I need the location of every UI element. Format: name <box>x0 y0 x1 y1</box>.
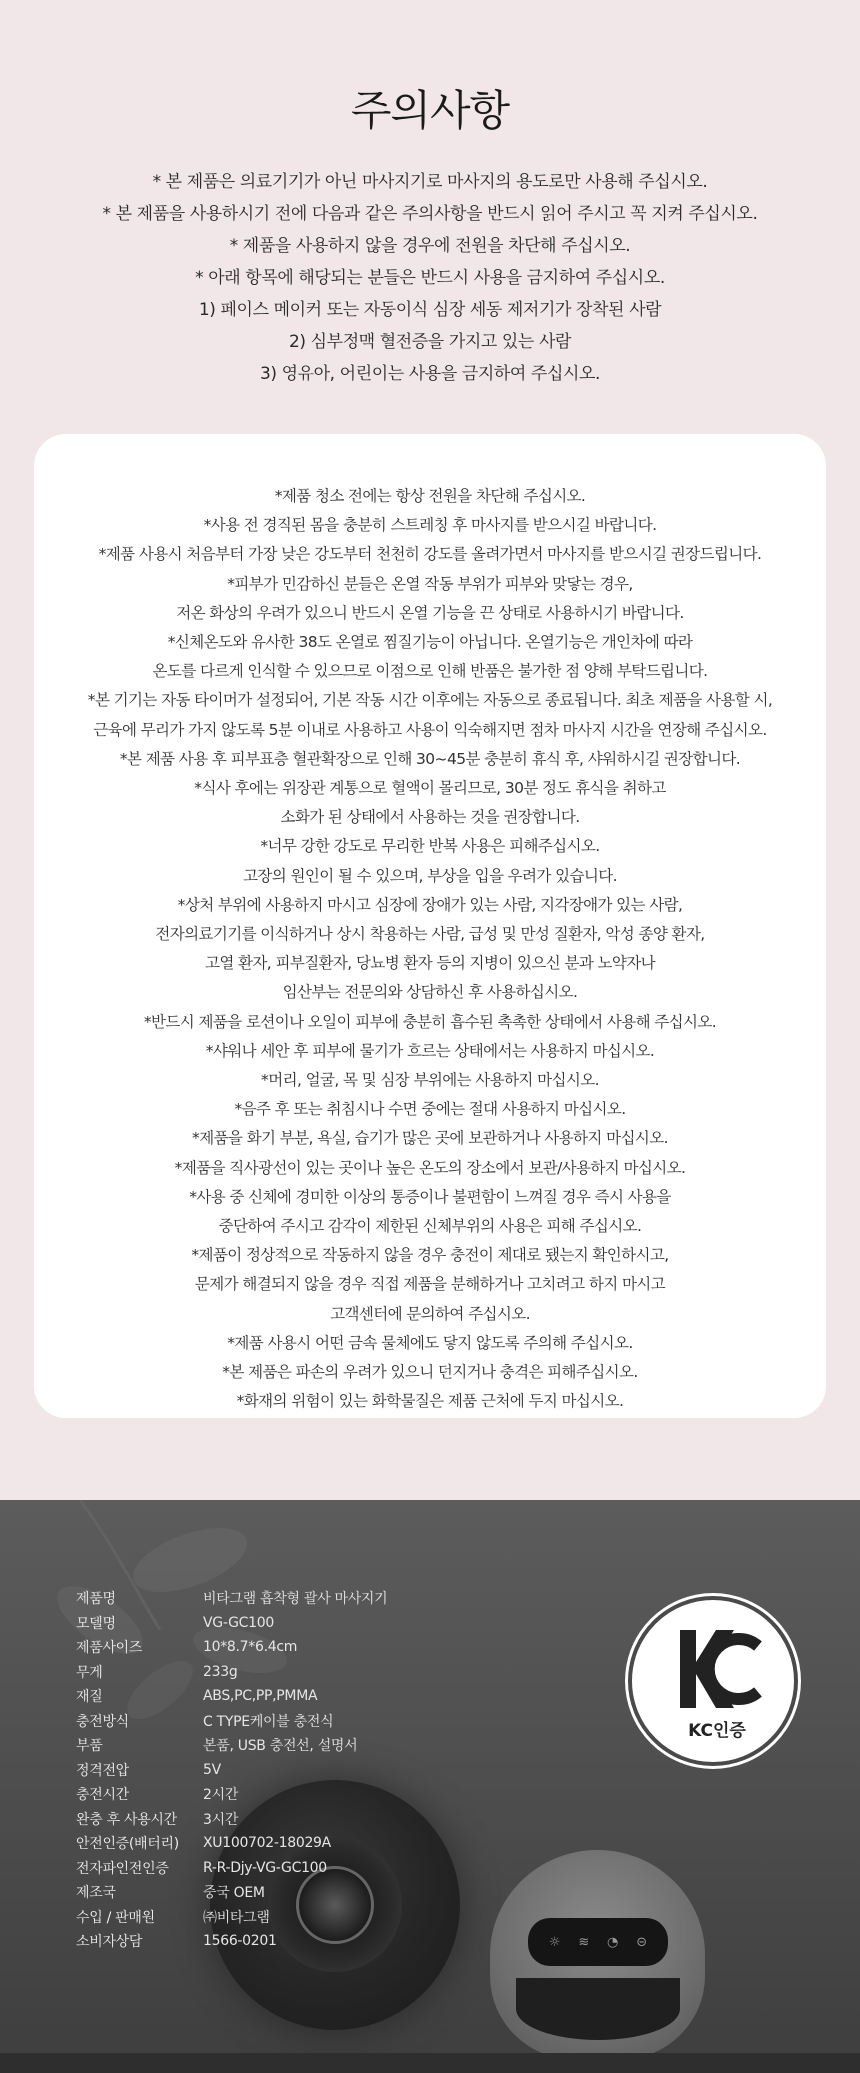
note-line: *너무 강한 강도로 무리한 반복 사용은 피해주십시오. <box>260 837 600 856</box>
note-line: *제품을 화기 부분, 욕실, 습기가 많은 곳에 보관하거나 사용하지 마십시오. <box>192 1129 668 1148</box>
spec-value: ㈜비타그램 <box>203 1909 270 1926</box>
note-line: *피부가 민감하신 분들은 온열 작동 부위가 피부와 맞닿는 경우, <box>227 574 633 593</box>
note-line: 고장의 원인이 될 수 있으며, 부상을 입을 우려가 있습니다. <box>243 866 617 885</box>
note-line: *음주 후 또는 취침시나 수면 중에는 절대 사용하지 마십시오. <box>234 1100 626 1119</box>
note-line: 임산부는 전문의와 상담하신 후 사용하십시오. <box>282 983 578 1002</box>
note-line: 전자의료기기를 이식하거나 상시 착용하는 사람, 급성 및 만성 질환자, 악성 종양 환자, <box>155 925 705 944</box>
note-line: 문제가 해결되지 않을 경우 직접 제품을 분해하거나 고치려고 하지 마시고 <box>194 1275 666 1294</box>
kc-label: KC인증 <box>688 1721 746 1741</box>
spec-row <box>76 1905 387 1930</box>
spec-row <box>76 1856 387 1881</box>
note-line: *본 제품은 파손의 우려가 있으니 던지거나 충격은 피해주십시오. <box>222 1363 638 1382</box>
mode-icon: ◔ <box>607 1934 619 1950</box>
spec-row <box>76 1733 387 1758</box>
warning-item: * 제품을 사용하지 않을 경우에 전원을 차단해 주십시오. <box>229 236 631 256</box>
note-line: 중단하여 주시고 감각이 제한된 신체부위의 사용은 피해 주십시오. <box>218 1217 642 1236</box>
device-image-front <box>490 1850 705 2060</box>
spec-value: 중국 OEM <box>203 1885 265 1902</box>
spec-value: 본품, USB 충전선, 설명서 <box>203 1738 358 1755</box>
spec-label: 충전시간 <box>76 1787 129 1804</box>
spec-label: 안전인증(배터리) <box>76 1836 179 1853</box>
spec-label: 충전방식 <box>76 1713 129 1730</box>
warning-list <box>40 166 820 390</box>
spec-row <box>76 1635 387 1660</box>
warning-item: 3) 영유아, 어린이는 사용을 금지하여 주십시오. <box>259 364 601 384</box>
note-line: *머리, 얼굴, 목 및 심장 부위에는 사용하지 마십시오. <box>261 1071 599 1090</box>
spec-row <box>76 1880 387 1905</box>
spec-table <box>76 1586 387 1954</box>
note-line: *제품 청소 전에는 항상 전원을 차단해 주십시오. <box>274 487 586 505</box>
note-line: *사용 전 경직된 몸을 충분히 스트레칭 후 마사지를 받으시길 바랍니다. <box>203 516 657 535</box>
device-control-panel <box>528 1918 668 1966</box>
note-line: *반드시 제품을 로션이나 오일이 피부에 충분히 흡수된 촉촉한 상태에서 사용해 주십시오. <box>143 1012 717 1031</box>
spec-row <box>76 1586 387 1611</box>
product-spec-section <box>0 1500 860 2073</box>
spec-value: 2시간 <box>203 1787 239 1804</box>
spec-label: 부품 <box>76 1738 103 1755</box>
spec-row <box>76 1831 387 1856</box>
device-base <box>516 1978 680 2040</box>
spec-row <box>76 1758 387 1783</box>
note-line: *제품 사용시 어떤 금속 물체에도 닿지 않도록 주의해 주십시오. <box>227 1333 633 1352</box>
note-line: *샤워나 세안 후 피부에 물기가 흐르는 상태에서는 사용하지 마십시오. <box>205 1041 655 1060</box>
footer-strip <box>0 2053 860 2073</box>
note-line: *상처 부위에 사용하지 마시고 심장에 장애가 있는 사람, 지각장애가 있는 사람, <box>177 895 683 914</box>
note-line: 온도를 다르게 인식할 수 있으므로 이점으로 인해 반품은 불가한 점 양해 부탁드립니다. <box>152 662 708 681</box>
spec-value: C TYPE케이블 충전식 <box>203 1713 334 1730</box>
spec-label: 제품명 <box>76 1591 116 1608</box>
spec-label: 무게 <box>76 1664 103 1681</box>
note-line: *제품 사용시 처음부터 가장 낮은 강도부터 천천히 강도를 올려가면서 마사지를 받으시길 권장드립니다. <box>98 545 762 564</box>
kc-mark-icon <box>672 1624 762 1714</box>
spec-row <box>76 1611 387 1636</box>
note-line: 고객센터에 문의하여 주십시오. <box>330 1304 530 1323</box>
spec-label: 제조국 <box>76 1885 116 1902</box>
spec-value: 3시간 <box>203 1811 239 1828</box>
note-line: 근육에 무리가 가지 않도록 5분 이내로 사용하고 사용이 익숙해지면 점차 마사지 시간을 연장해 주십시오. <box>93 720 767 739</box>
notes-card <box>34 434 826 1418</box>
spec-value: VG-GC100 <box>203 1614 274 1631</box>
note-line: *제품을 직사광선이 있는 곳이나 높은 온도의 장소에서 보관/사용하지 마십시오. <box>174 1158 686 1177</box>
spec-row <box>76 1660 387 1685</box>
spec-label: 전자파인전인증 <box>76 1860 169 1877</box>
note-line: *본 기기는 자동 타이머가 설정되어, 기본 작동 시간 이후에는 자동으로 종료됩니다. 최초 제품을 사용할 시, <box>87 691 773 710</box>
spec-label: 소비자상담 <box>76 1934 143 1951</box>
spec-row <box>76 1709 387 1734</box>
heat-icon: ≋ <box>578 1934 590 1950</box>
spec-value: 10*8.7*6.4cm <box>203 1639 298 1656</box>
spec-value: 1566-0201 <box>203 1933 277 1950</box>
spec-label: 정격전압 <box>76 1762 129 1779</box>
note-line: *신체온도와 유사한 38도 온열로 찜질기능이 아닙니다. 온열기능은 개인차에 따라 <box>167 633 693 652</box>
spec-label: 제품사이즈 <box>76 1640 143 1657</box>
note-line: *제품이 정상적으로 작동하지 않을 경우 충전이 제대로 됐는지 확인하시고, <box>191 1246 669 1265</box>
note-line: *사용 중 신체에 경미한 이상의 통증이나 불편함이 느껴질 경우 즉시 사용을 <box>189 1187 671 1206</box>
warning-item: 1) 페이스 메이커 또는 자동이식 심장 세동 제저기가 장착된 사람 <box>198 300 662 320</box>
note-line: 소화가 된 상태에서 사용하는 것을 권장합니다. <box>280 808 580 827</box>
spec-value: ABS,PC,PP,PMMA <box>203 1688 318 1705</box>
level-icon: ⊝ <box>636 1934 648 1950</box>
note-line: *식사 후에는 위장관 계통으로 혈액이 몰리므로, 30분 정도 휴식을 취하고 <box>194 779 666 798</box>
spec-row <box>76 1929 387 1954</box>
notes-list <box>34 482 826 1417</box>
warning-item: * 아래 항목에 해당되는 분들은 반드시 사용을 금지하여 주십시오. <box>195 268 665 288</box>
page-title: 주의사항 <box>350 86 510 135</box>
spec-row <box>76 1684 387 1709</box>
spec-label: 완충 후 사용시간 <box>76 1811 177 1828</box>
spec-value: 비타그램 흡착형 괄사 마사지기 <box>203 1591 388 1608</box>
note-line: 저온 화상의 우려가 있으니 반드시 온열 기능을 끈 상태로 사용하시기 바랍니다. <box>176 603 684 622</box>
spec-label: 재질 <box>76 1689 103 1706</box>
warning-item: 2) 심부정맥 혈전증을 가지고 있는 사람 <box>289 332 571 352</box>
kc-certification-badge <box>628 1596 798 1766</box>
power-icon: ☼ <box>548 1934 561 1950</box>
spec-value: 5V <box>203 1761 221 1778</box>
spec-label: 모델명 <box>76 1615 116 1632</box>
note-line: *본 제품 사용 후 피부표층 혈관확장으로 인해 30~45분 충분히 휴식 후, 샤워하시길 권장합니다. <box>119 749 741 768</box>
warning-item: * 본 제품은 의료기기가 아닌 마사지기로 마사지의 용도로만 사용해 주십시오. <box>152 172 708 192</box>
spec-row <box>76 1807 387 1832</box>
spec-label: 수입 / 판매원 <box>76 1909 155 1926</box>
spec-row <box>76 1782 387 1807</box>
spec-value: R-R-Djy-VG-GC100 <box>203 1859 327 1876</box>
spec-value: XU100702-18029A <box>203 1835 331 1852</box>
warning-item: * 본 제품을 사용하시기 전에 다음과 같은 주의사항을 반드시 읽어 주시고 꼭 지켜 주십시오. <box>102 204 758 224</box>
note-line: *화재의 위험이 있는 화학물질은 제품 근처에 두지 마십시오. <box>236 1392 624 1411</box>
note-line: 고열 환자, 피부질환자, 당뇨병 환자 등의 지병이 있으신 분과 노약자나 <box>204 954 656 973</box>
spec-value: 233g <box>203 1663 238 1680</box>
